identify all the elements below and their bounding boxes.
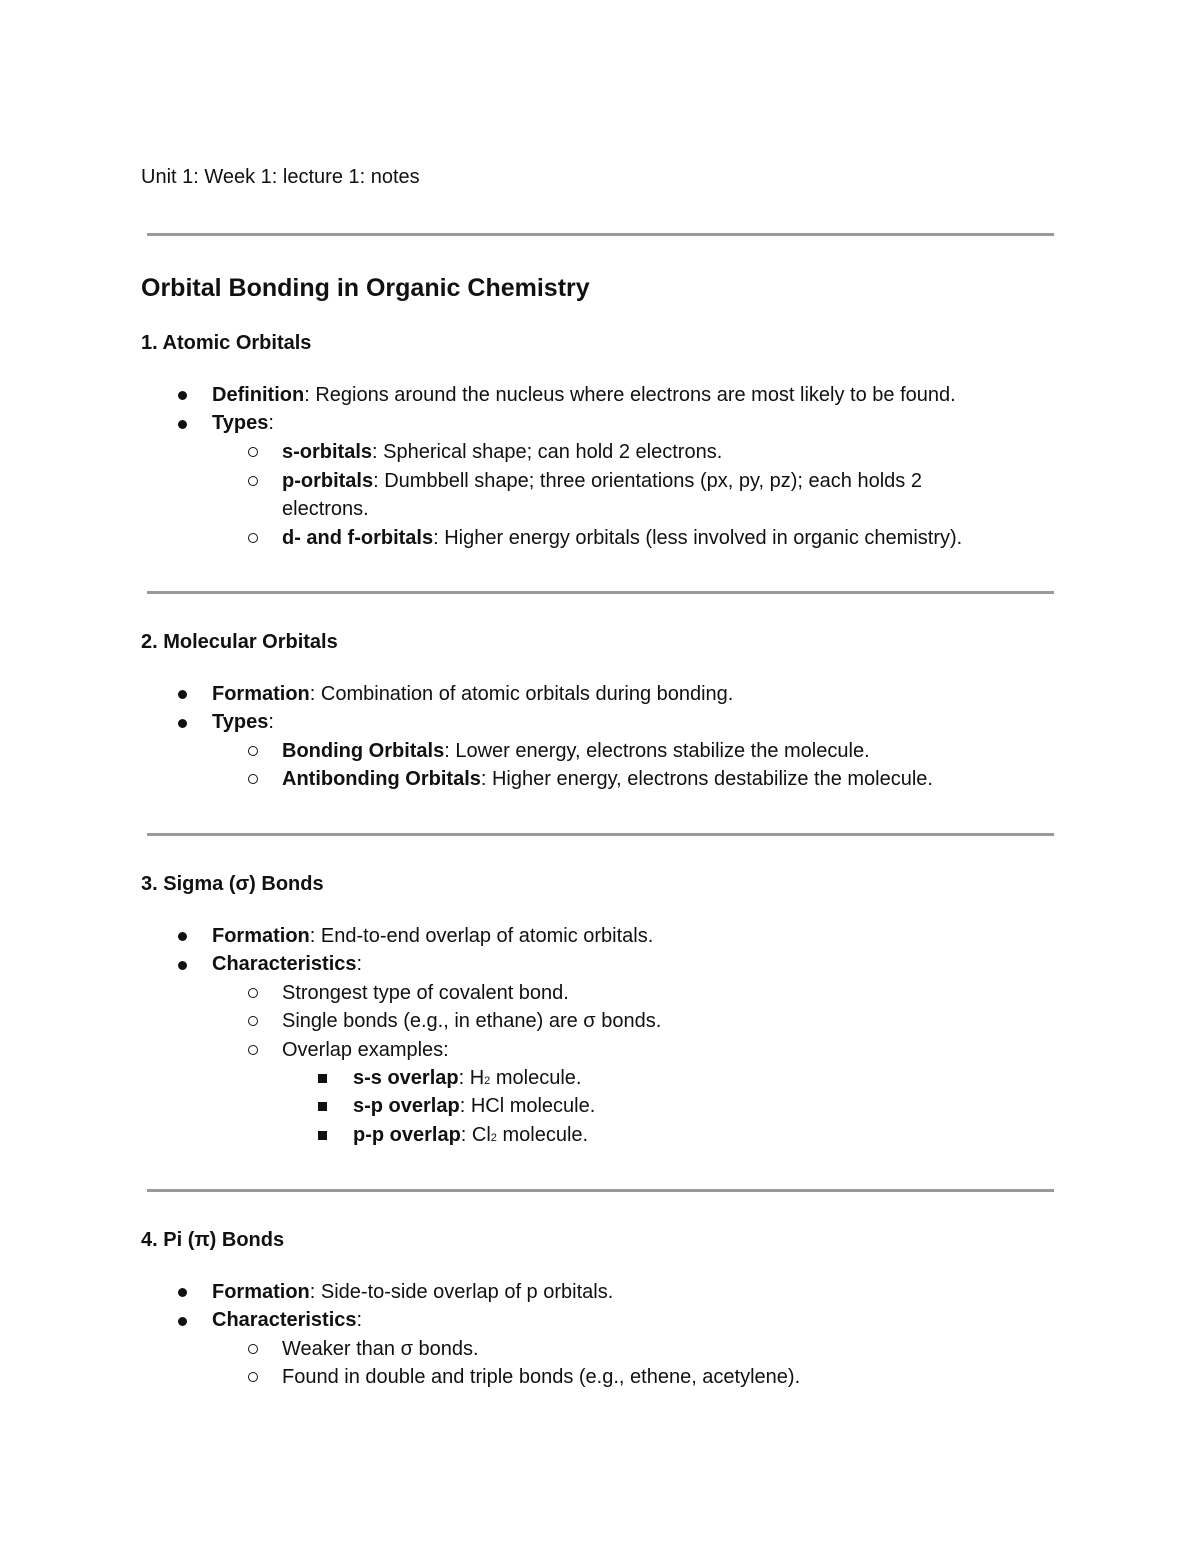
- bullet-circle-icon: [248, 1372, 258, 1382]
- bullet-circle-icon: [248, 1045, 258, 1055]
- bullet-circle-icon: [248, 447, 258, 457]
- term-label: Characteristics: [212, 1309, 357, 1331]
- term-label: Types: [212, 412, 269, 434]
- page-title: Orbital Bonding in Organic Chemistry: [141, 274, 590, 302]
- term-text: molecule.: [490, 1067, 582, 1089]
- bullet-circle-icon: [248, 774, 258, 784]
- term-label: Formation: [212, 683, 310, 705]
- bullet-disc-icon: [178, 932, 187, 941]
- term-text: :: [356, 1309, 363, 1331]
- term-label: d- and f-orbitals: [282, 527, 434, 549]
- term-text: : Higher energy, electrons destabilize the molecule.: [480, 768, 933, 790]
- list-item: [282, 527, 962, 550]
- list-item: [282, 740, 870, 763]
- bullet-disc-icon: [178, 690, 187, 699]
- list-item: [353, 1067, 581, 1090]
- bullet-circle-icon: [248, 533, 258, 543]
- term-text: : Spherical shape; can hold 2 electrons.: [372, 441, 723, 463]
- list-item: Found in double and triple bonds (e.g., ethene, acetylene).: [282, 1366, 801, 1388]
- term-label: p-p overlap: [353, 1124, 461, 1146]
- list-item: [353, 1124, 588, 1147]
- bullet-disc-icon: [178, 420, 187, 429]
- term-label: Characteristics: [212, 953, 357, 975]
- bullet-disc-icon: [178, 719, 187, 728]
- term-label: Definition: [212, 384, 305, 406]
- divider: [147, 591, 1054, 594]
- term-label: s-p overlap: [353, 1095, 460, 1117]
- subscript: 2: [490, 1132, 497, 1144]
- section-heading-pi-bonds: 4. Pi (π) Bonds: [141, 1229, 285, 1251]
- term-text: : Higher energy orbitals (less involved in organic chemistry).: [433, 527, 963, 549]
- section-heading-sigma-bonds: 3. Sigma (σ) Bonds: [141, 873, 324, 895]
- divider: [147, 833, 1054, 836]
- bullet-circle-icon: [248, 988, 258, 998]
- term-text: : HCl molecule.: [459, 1095, 596, 1117]
- bullet-circle-icon: [248, 1344, 258, 1354]
- term-text: : Dumbbell shape; three orientations (px, py, pz); each holds 2: [373, 470, 922, 492]
- term-label: s-orbitals: [282, 441, 373, 463]
- bullet-square-icon: [318, 1102, 327, 1111]
- list-item: Strongest type of covalent bond.: [282, 982, 569, 1004]
- document-header: Unit 1: Week 1: lecture 1: notes: [141, 166, 420, 188]
- list-item: [282, 768, 933, 791]
- list-item: [212, 711, 274, 734]
- list-item: [212, 1309, 362, 1332]
- term-text: : Cl: [460, 1124, 491, 1146]
- bullet-disc-icon: [178, 391, 187, 400]
- list-item: [212, 683, 733, 706]
- list-item: [212, 412, 274, 435]
- list-item: [353, 1095, 595, 1118]
- list-item: [212, 953, 362, 976]
- list-item: Weaker than σ bonds.: [282, 1338, 479, 1360]
- term-label: Formation: [212, 1281, 310, 1303]
- term-text: : Side-to-side overlap of p orbitals.: [309, 1281, 614, 1303]
- bullet-square-icon: [318, 1074, 327, 1083]
- term-text: : Combination of atomic orbitals during bonding.: [309, 683, 734, 705]
- bullet-circle-icon: [248, 476, 258, 486]
- bullet-square-icon: [318, 1131, 327, 1140]
- term-label: Types: [212, 711, 269, 733]
- term-text: : H: [458, 1067, 485, 1089]
- term-text: molecule.: [496, 1124, 589, 1146]
- term-label: Antibonding Orbitals: [282, 768, 481, 790]
- list-item: [212, 384, 956, 407]
- term-text: :: [268, 711, 274, 733]
- list-item-continuation: electrons.: [282, 498, 369, 520]
- section-heading-molecular-orbitals: 2. Molecular Orbitals: [141, 631, 338, 653]
- subscript: 2: [484, 1075, 491, 1087]
- term-label: p-orbitals: [282, 470, 374, 492]
- divider: [147, 233, 1054, 236]
- term-label: s-s overlap: [353, 1067, 459, 1089]
- divider: [147, 1189, 1054, 1192]
- term-text: :: [356, 953, 363, 975]
- bullet-disc-icon: [178, 961, 187, 970]
- term-text: : End-to-end overlap of atomic orbitals.: [309, 925, 654, 947]
- bullet-circle-icon: [248, 1016, 258, 1026]
- term-text: : Lower energy, electrons stabilize the molecule.: [444, 740, 870, 762]
- list-item: Single bonds (e.g., in ethane) are σ bonds.: [282, 1010, 662, 1032]
- bullet-circle-icon: [248, 746, 258, 756]
- list-item: [212, 925, 653, 948]
- term-label: Bonding Orbitals: [282, 740, 445, 762]
- section-heading-atomic-orbitals: 1. Atomic Orbitals: [141, 332, 312, 354]
- term-label: Formation: [212, 925, 310, 947]
- list-item: [282, 441, 722, 464]
- list-item: [282, 470, 922, 493]
- list-item: Overlap examples:: [282, 1039, 449, 1061]
- term-text: : Regions around the nucleus where electrons are most likely to be found.: [304, 384, 956, 406]
- term-text: :: [268, 412, 274, 434]
- bullet-disc-icon: [178, 1288, 187, 1297]
- list-item: [212, 1281, 613, 1304]
- bullet-disc-icon: [178, 1317, 187, 1326]
